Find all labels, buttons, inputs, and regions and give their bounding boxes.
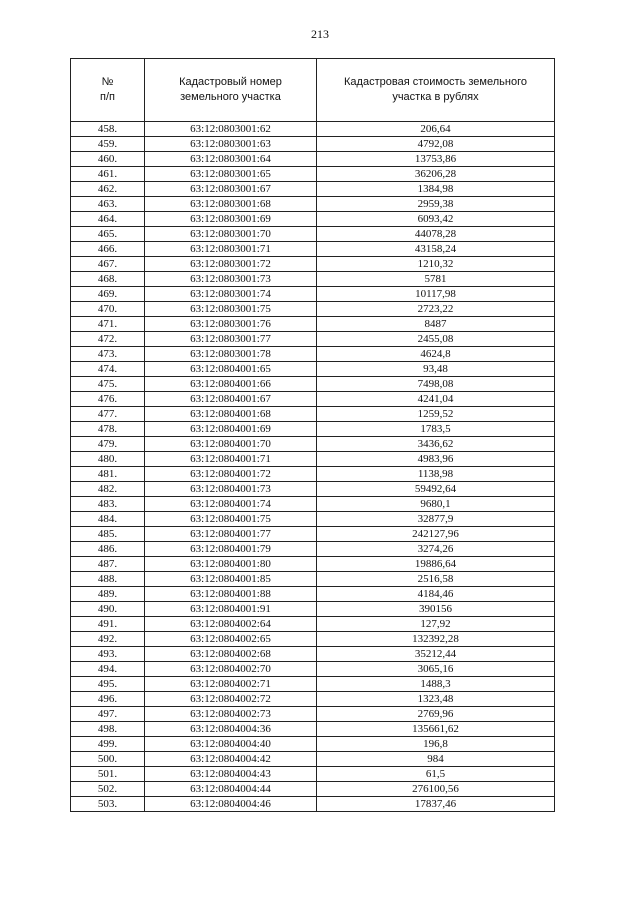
row-number: 473. [71, 347, 145, 362]
table-row [71, 497, 555, 512]
cadastral-number: 63:12:0804001:74 [145, 497, 317, 512]
cadastral-number: 63:12:0804001:69 [145, 422, 317, 437]
cadastral-number: 63:12:0803001:71 [145, 242, 317, 257]
row-number: 486. [71, 542, 145, 557]
header-cadastral-value: Кадастровая стоимость земельного участка в рублях [317, 59, 555, 122]
row-number: 460. [71, 152, 145, 167]
row-number: 474. [71, 362, 145, 377]
cadastral-value: 1138,98 [317, 467, 555, 482]
row-number: 490. [71, 602, 145, 617]
row-number: 463. [71, 197, 145, 212]
row-number: 498. [71, 722, 145, 737]
row-number: 501. [71, 767, 145, 782]
cadastral-number: 63:12:0804001:80 [145, 557, 317, 572]
cadastral-number: 63:12:0803001:78 [145, 347, 317, 362]
table-row [71, 722, 555, 737]
row-number: 483. [71, 497, 145, 512]
header-cadastral-number: Кадастровый номер земельного участка [145, 59, 317, 122]
table-row [71, 647, 555, 662]
cadastral-number: 63:12:0804004:36 [145, 722, 317, 737]
cadastral-number: 63:12:0804001:85 [145, 572, 317, 587]
table-row [71, 272, 555, 287]
table-row [71, 407, 555, 422]
cadastral-value: 2959,38 [317, 197, 555, 212]
table-row [71, 527, 555, 542]
page-number: 213 [311, 27, 329, 41]
cadastral-number: 63:12:0804002:71 [145, 677, 317, 692]
cadastral-value: 242127,96 [317, 527, 555, 542]
table-row [71, 572, 555, 587]
table-row [71, 182, 555, 197]
cadastral-value: 196,8 [317, 737, 555, 752]
cadastral-value: 2455,08 [317, 332, 555, 347]
cadastral-value: 390156 [317, 602, 555, 617]
cadastral-value: 19886,64 [317, 557, 555, 572]
row-number: 500. [71, 752, 145, 767]
table-row [71, 362, 555, 377]
table-row [71, 467, 555, 482]
cadastral-number: 63:12:0804001:67 [145, 392, 317, 407]
cadastral-number: 63:12:0804001:70 [145, 437, 317, 452]
row-number: 502. [71, 782, 145, 797]
cadastral-number: 63:12:0803001:69 [145, 212, 317, 227]
cadastral-number: 63:12:0804001:75 [145, 512, 317, 527]
row-number: 470. [71, 302, 145, 317]
table-header [71, 59, 555, 122]
table-row [71, 602, 555, 617]
row-number: 466. [71, 242, 145, 257]
table-row [71, 422, 555, 437]
table-row [71, 797, 555, 812]
row-number: 499. [71, 737, 145, 752]
cadastral-number: 63:12:0803001:74 [145, 287, 317, 302]
cadastral-number: 63:12:0803001:70 [145, 227, 317, 242]
cadastral-number: 63:12:0803001:77 [145, 332, 317, 347]
cadastral-number: 63:12:0804001:73 [145, 482, 317, 497]
row-number: 469. [71, 287, 145, 302]
cadastral-value: 3436,62 [317, 437, 555, 452]
row-number: 477. [71, 407, 145, 422]
cadastral-table [70, 58, 555, 812]
cadastral-number: 63:12:0804001:88 [145, 587, 317, 602]
row-number: 464. [71, 212, 145, 227]
table-row [71, 512, 555, 527]
cadastral-value: 276100,56 [317, 782, 555, 797]
row-number: 471. [71, 317, 145, 332]
row-number: 482. [71, 482, 145, 497]
table-row [71, 377, 555, 392]
row-number: 488. [71, 572, 145, 587]
row-number: 461. [71, 167, 145, 182]
table-row [71, 752, 555, 767]
cadastral-number: 63:12:0804002:68 [145, 647, 317, 662]
cadastral-value: 1488,3 [317, 677, 555, 692]
cadastral-value: 206,64 [317, 122, 555, 137]
row-number: 458. [71, 122, 145, 137]
row-number: 475. [71, 377, 145, 392]
table-row [71, 542, 555, 557]
cadastral-value: 4792,08 [317, 137, 555, 152]
cadastral-value: 1783,5 [317, 422, 555, 437]
row-number: 484. [71, 512, 145, 527]
cadastral-value: 5781 [317, 272, 555, 287]
cadastral-value: 8487 [317, 317, 555, 332]
cadastral-value: 1259,52 [317, 407, 555, 422]
cadastral-value: 2723,22 [317, 302, 555, 317]
cadastral-number: 63:12:0803001:73 [145, 272, 317, 287]
cadastral-value: 1384,98 [317, 182, 555, 197]
cadastral-number: 63:12:0804002:64 [145, 617, 317, 632]
cadastral-number: 63:12:0804001:66 [145, 377, 317, 392]
cadastral-value: 4184,46 [317, 587, 555, 602]
table-row [71, 302, 555, 317]
table-row [71, 767, 555, 782]
cadastral-value: 135661,62 [317, 722, 555, 737]
cadastral-number: 63:12:0804001:65 [145, 362, 317, 377]
cadastral-value: 32877,9 [317, 512, 555, 527]
table-row [71, 782, 555, 797]
cadastral-number: 63:12:0803001:76 [145, 317, 317, 332]
cadastral-number: 63:12:0804001:72 [145, 467, 317, 482]
table-row [71, 137, 555, 152]
cadastral-value: 6093,42 [317, 212, 555, 227]
cadastral-value: 1210,32 [317, 257, 555, 272]
cadastral-number: 63:12:0804001:77 [145, 527, 317, 542]
cadastral-value: 127,92 [317, 617, 555, 632]
cadastral-number: 63:12:0804004:40 [145, 737, 317, 752]
cadastral-value: 93,48 [317, 362, 555, 377]
cadastral-number: 63:12:0804004:42 [145, 752, 317, 767]
row-number: 493. [71, 647, 145, 662]
table-row [71, 167, 555, 182]
table-row [71, 737, 555, 752]
row-number: 465. [71, 227, 145, 242]
table-row [71, 257, 555, 272]
row-number: 489. [71, 587, 145, 602]
cadastral-number: 63:12:0803001:75 [145, 302, 317, 317]
cadastral-value: 7498,08 [317, 377, 555, 392]
cadastral-number: 63:12:0803001:62 [145, 122, 317, 137]
table-row [71, 212, 555, 227]
cadastral-number: 63:12:0804002:70 [145, 662, 317, 677]
table-row [71, 122, 555, 137]
cadastral-number: 63:12:0804002:65 [145, 632, 317, 647]
cadastral-value: 10117,98 [317, 287, 555, 302]
cadastral-value: 17837,46 [317, 797, 555, 812]
table-row [71, 152, 555, 167]
row-number: 492. [71, 632, 145, 647]
row-number: 478. [71, 422, 145, 437]
cadastral-value: 61,5 [317, 767, 555, 782]
table-row [71, 662, 555, 677]
row-number: 480. [71, 452, 145, 467]
row-number: 468. [71, 272, 145, 287]
cadastral-number: 63:12:0804004:44 [145, 782, 317, 797]
cadastral-value: 2516,58 [317, 572, 555, 587]
cadastral-number: 63:12:0803001:63 [145, 137, 317, 152]
cadastral-value: 132392,28 [317, 632, 555, 647]
cadastral-value: 59492,64 [317, 482, 555, 497]
row-number: 472. [71, 332, 145, 347]
cadastral-number: 63:12:0804002:72 [145, 692, 317, 707]
table-row [71, 677, 555, 692]
table-row [71, 197, 555, 212]
row-number: 459. [71, 137, 145, 152]
table-row [71, 482, 555, 497]
table-row [71, 632, 555, 647]
cadastral-value: 2769,96 [317, 707, 555, 722]
table-row [71, 317, 555, 332]
table-row [71, 437, 555, 452]
cadastral-value: 36206,28 [317, 167, 555, 182]
table-row [71, 617, 555, 632]
cadastral-number: 63:12:0804001:71 [145, 452, 317, 467]
cadastral-value: 4241,04 [317, 392, 555, 407]
table-row [71, 347, 555, 362]
row-number: 467. [71, 257, 145, 272]
cadastral-number: 63:12:0804001:91 [145, 602, 317, 617]
row-number: 491. [71, 617, 145, 632]
table-row [71, 242, 555, 257]
header-row [71, 59, 555, 122]
cadastral-number: 63:12:0803001:68 [145, 197, 317, 212]
table-row [71, 287, 555, 302]
cadastral-value: 13753,86 [317, 152, 555, 167]
cadastral-value: 9680,1 [317, 497, 555, 512]
cadastral-value: 1323,48 [317, 692, 555, 707]
row-number: 503. [71, 797, 145, 812]
cadastral-number: 63:12:0804004:46 [145, 797, 317, 812]
cadastral-value: 3065,16 [317, 662, 555, 677]
row-number: 479. [71, 437, 145, 452]
cadastral-value: 35212,44 [317, 647, 555, 662]
cadastral-number: 63:12:0804001:68 [145, 407, 317, 422]
cadastral-number: 63:12:0803001:67 [145, 182, 317, 197]
row-number: 494. [71, 662, 145, 677]
cadastral-number: 63:12:0804004:43 [145, 767, 317, 782]
header-num: № п/п [71, 59, 145, 122]
cadastral-number: 63:12:0804002:73 [145, 707, 317, 722]
cadastral-number: 63:12:0803001:65 [145, 167, 317, 182]
table-body [71, 122, 555, 812]
cadastral-value: 4624,8 [317, 347, 555, 362]
row-number: 476. [71, 392, 145, 407]
cadastral-value: 984 [317, 752, 555, 767]
cadastral-value: 44078,28 [317, 227, 555, 242]
cadastral-value: 3274,26 [317, 542, 555, 557]
cadastral-value: 4983,96 [317, 452, 555, 467]
row-number: 496. [71, 692, 145, 707]
table-row [71, 452, 555, 467]
row-number: 495. [71, 677, 145, 692]
row-number: 487. [71, 557, 145, 572]
cadastral-number: 63:12:0804001:79 [145, 542, 317, 557]
cadastral-value: 43158,24 [317, 242, 555, 257]
table-row [71, 707, 555, 722]
row-number: 462. [71, 182, 145, 197]
cadastral-number: 63:12:0803001:72 [145, 257, 317, 272]
row-number: 497. [71, 707, 145, 722]
table-row [71, 557, 555, 572]
cadastral-number: 63:12:0803001:64 [145, 152, 317, 167]
table-row [71, 332, 555, 347]
row-number: 485. [71, 527, 145, 542]
table-row [71, 227, 555, 242]
table-row [71, 392, 555, 407]
row-number: 481. [71, 467, 145, 482]
table-row [71, 587, 555, 602]
table-row [71, 692, 555, 707]
